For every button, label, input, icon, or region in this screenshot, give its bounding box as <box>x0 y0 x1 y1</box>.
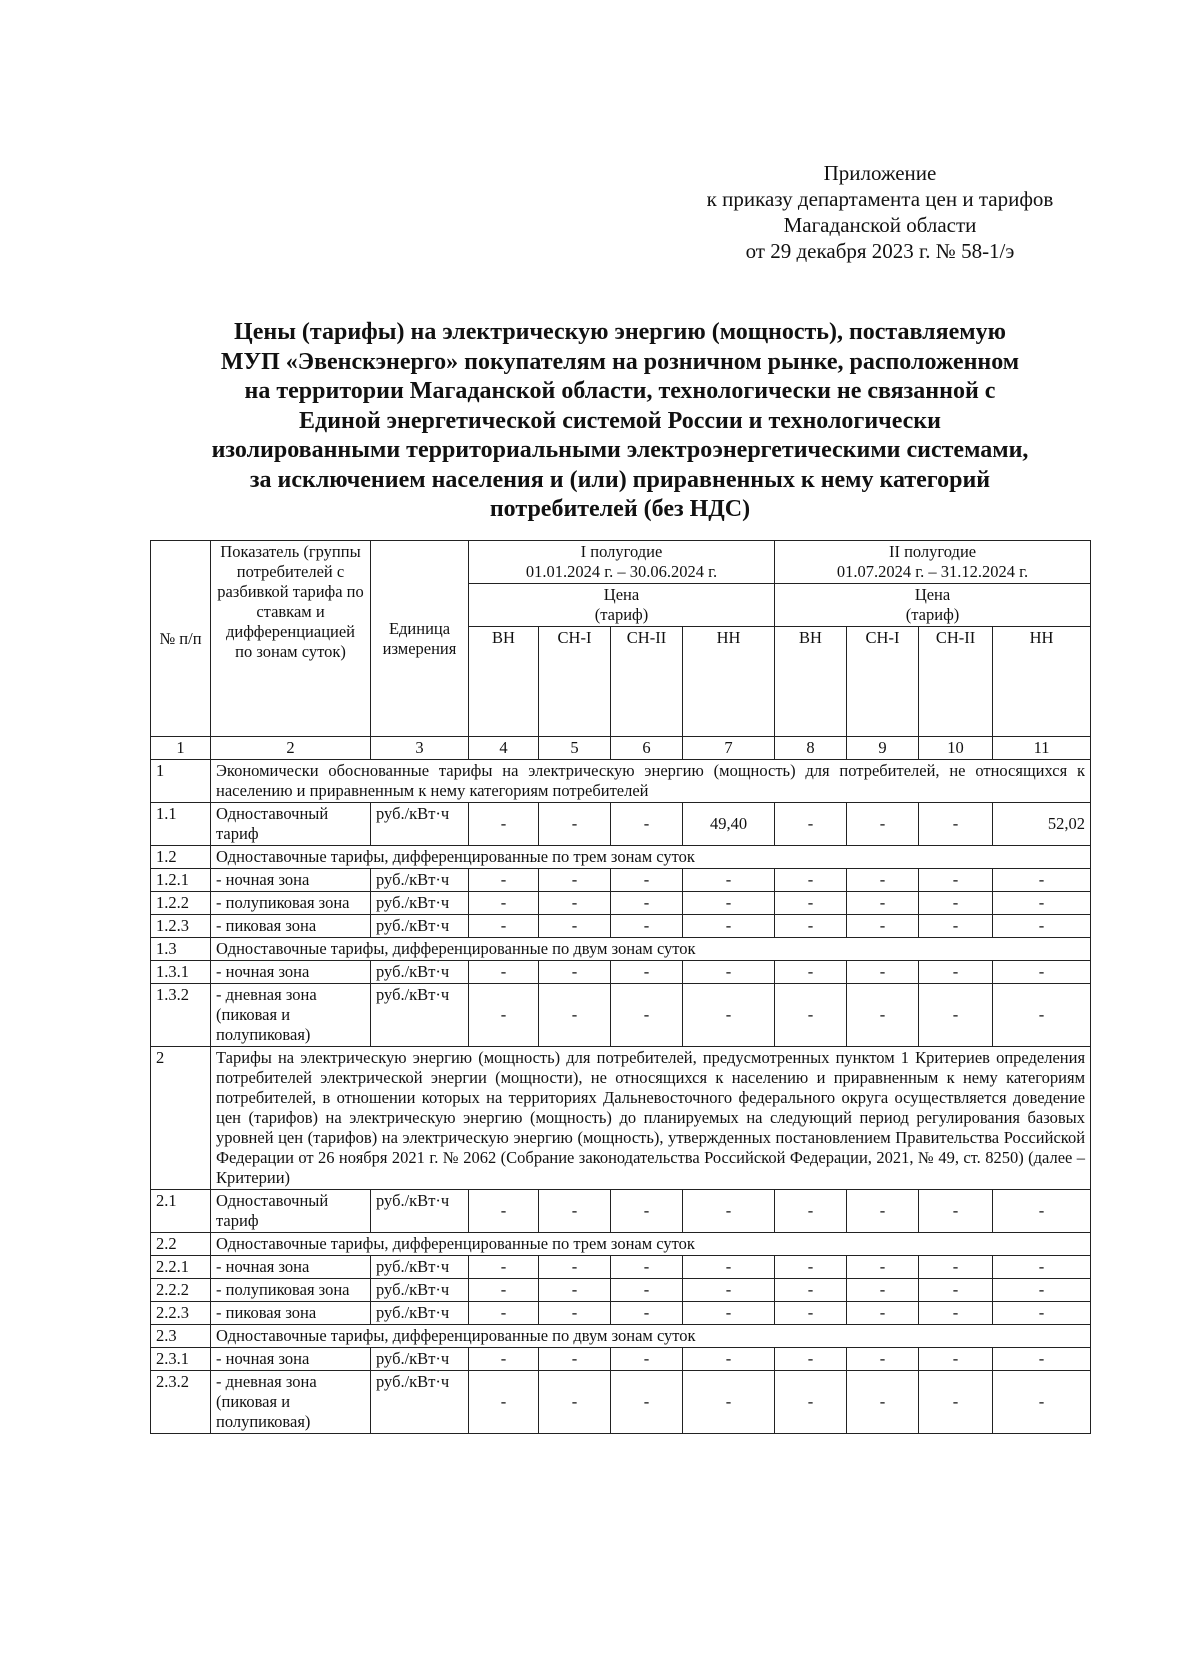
tariff-value: - <box>683 1348 775 1371</box>
title-line: Цены (тарифы) на электрическую энергию (мощность), поставляемую <box>234 319 1006 345</box>
header-price-2 <box>775 584 1091 627</box>
title-line: на территории Магаданской области, технологически не связанной с <box>244 378 996 404</box>
row-unit: руб./кВт·ч <box>371 984 469 1047</box>
header-indicator: Показатель (группы потребителей с разбивкой тарифа по ставкам и дифференциацией по зонам суток) <box>211 541 371 737</box>
section-row <box>151 1233 1091 1256</box>
tariff-value: - <box>919 1256 993 1279</box>
tariff-value: - <box>469 869 539 892</box>
tariff-value: - <box>919 892 993 915</box>
table-row <box>151 1302 1091 1325</box>
section-row <box>151 846 1091 869</box>
table-row <box>151 1371 1091 1434</box>
tariff-value: - <box>539 1256 611 1279</box>
title-line: изолированными территориальными электроэнергетическими системами, <box>211 437 1029 463</box>
section-title: Тарифы на электрическую энергию (мощность) для потребителей, предусмотренных пунктом 1 Критериев определения потребителей электрической энергии (мощности), не относящихся к населению и приравненным к нему категориям потребителей, в отношении которых на территориях Дальневосточного федерального округа осуществляется доведение цен (тарифов) на электрическую энергию (мощность) до планируемых на следующий период регулирования базовых уровней цен (тарифов) на электрическую энергию (мощность), утвержденных постановлением Правительства Российской Федерации от 26 ноября 2021 г. № 2062 (Собрание законодательства Российской Федерации, 2021, № 49, ст. 8250) (далее – Критерии) <box>211 1047 1091 1190</box>
row-indicator: - ночная зона <box>211 1348 371 1371</box>
column-number: 6 <box>611 737 683 760</box>
row-unit: руб./кВт·ч <box>371 961 469 984</box>
appendix-line: к приказу департамента цен и тарифов <box>706 187 1054 211</box>
tariff-value: - <box>775 961 847 984</box>
row-num: 1.1 <box>151 803 211 846</box>
row-indicator: - дневная зона (пиковая и полупиковая) <box>211 984 371 1047</box>
tariff-value: - <box>683 1302 775 1325</box>
tariff-value: - <box>539 1348 611 1371</box>
tariff-value: - <box>611 1348 683 1371</box>
column-number: 4 <box>469 737 539 760</box>
tariff-value: - <box>539 915 611 938</box>
column-number: 8 <box>775 737 847 760</box>
tariff-value: - <box>919 915 993 938</box>
tariff-value: - <box>993 961 1091 984</box>
tariff-value: - <box>539 1190 611 1233</box>
row-unit: руб./кВт·ч <box>371 1302 469 1325</box>
row-unit: руб./кВт·ч <box>371 915 469 938</box>
row-unit: руб./кВт·ч <box>371 1348 469 1371</box>
tariff-value: - <box>683 1190 775 1233</box>
row-indicator: - дневная зона (пиковая и полупиковая) <box>211 1371 371 1434</box>
tariff-value: - <box>775 892 847 915</box>
half2-period: 01.07.2024 г. – 31.12.2024 г. <box>836 562 1029 581</box>
section-num: 1.3 <box>151 938 211 961</box>
table-row <box>151 869 1091 892</box>
column-number: 10 <box>919 737 993 760</box>
tariff-value: - <box>683 961 775 984</box>
tariff-value: - <box>683 869 775 892</box>
section-num: 1 <box>151 760 211 803</box>
tariff-value: - <box>775 1256 847 1279</box>
title-line: МУП «Эвенскэнерго» покупателям на розничном рынке, расположенном <box>220 348 1020 375</box>
tariff-value: - <box>611 1256 683 1279</box>
tariff-value: - <box>539 892 611 915</box>
row-num: 1.2.3 <box>151 915 211 938</box>
tariff-value: - <box>993 1279 1091 1302</box>
column-number: 7 <box>683 737 775 760</box>
tariff-value: - <box>611 1190 683 1233</box>
header-half2 <box>775 541 1091 584</box>
price-label: Цена <box>914 585 951 604</box>
table-row <box>151 1190 1091 1233</box>
tariff-value: - <box>775 915 847 938</box>
tariff-value: - <box>993 915 1091 938</box>
row-indicator: - ночная зона <box>211 1256 371 1279</box>
tariff-value: - <box>847 1371 919 1434</box>
section-title: Одноставочные тарифы, дифференцированные по двум зонам суток <box>211 1325 1091 1348</box>
section-title: Одноставочные тарифы, дифференцированные по трем зонам суток <box>211 1233 1091 1256</box>
tariff-value: - <box>469 892 539 915</box>
tariff-value: - <box>683 915 775 938</box>
tariff-value: - <box>775 1348 847 1371</box>
row-num: 2.2.3 <box>151 1302 211 1325</box>
section-num: 1.2 <box>151 846 211 869</box>
table-row <box>151 1279 1091 1302</box>
tariff-value: - <box>683 1256 775 1279</box>
tariff-value: 49,40 <box>683 803 775 846</box>
tariff-value: - <box>919 1302 993 1325</box>
tariff-table <box>150 540 1091 1434</box>
column-number: 3 <box>371 737 469 760</box>
tariff-value: - <box>775 803 847 846</box>
row-num: 2.2.2 <box>151 1279 211 1302</box>
row-indicator: - ночная зона <box>211 869 371 892</box>
column-number: 11 <box>993 737 1091 760</box>
row-num: 1.3.2 <box>151 984 211 1047</box>
document-title <box>140 318 1100 525</box>
tariff-value: - <box>847 1279 919 1302</box>
tariff-value: - <box>611 1371 683 1434</box>
row-unit: руб./кВт·ч <box>371 803 469 846</box>
tariff-value: - <box>539 1302 611 1325</box>
tariff-value: - <box>993 869 1091 892</box>
section-title: Одноставочные тарифы, дифференцированные по трем зонам суток <box>211 846 1091 869</box>
row-unit: руб./кВт·ч <box>371 1256 469 1279</box>
tariff-value: - <box>469 1348 539 1371</box>
section-title: Экономически обоснованные тарифы на электрическую энергию (мощность) для потребителей, не относящихся к населению и приравненным к нему категориям потребителей <box>211 760 1091 803</box>
row-indicator: Одноставочный тариф <box>211 1190 371 1233</box>
tariff-value: - <box>469 1371 539 1434</box>
tariff-value: - <box>993 1348 1091 1371</box>
row-num: 2.2.1 <box>151 1256 211 1279</box>
header-unit: Единица измерения <box>371 541 469 737</box>
tariff-value: - <box>993 1190 1091 1233</box>
column-numbers-row <box>151 737 1091 760</box>
header-level: СН-II <box>611 627 683 737</box>
tariff-value: - <box>469 1279 539 1302</box>
tariff-value: - <box>847 892 919 915</box>
tariff-value: - <box>539 1279 611 1302</box>
header-level: ВН <box>775 627 847 737</box>
header-price-1 <box>469 584 775 627</box>
tariff-value: - <box>775 1371 847 1434</box>
section-num: 2.3 <box>151 1325 211 1348</box>
tariff-value: - <box>847 915 919 938</box>
row-indicator: - пиковая зона <box>211 915 371 938</box>
tariff-value: - <box>775 1279 847 1302</box>
section-row <box>151 1325 1091 1348</box>
tariff-value: - <box>919 1348 993 1371</box>
tariff-value: - <box>611 1279 683 1302</box>
row-num: 1.3.1 <box>151 961 211 984</box>
tariff-value: - <box>775 1302 847 1325</box>
tariff-value: - <box>469 803 539 846</box>
title-line: потребителей (без НДС) <box>489 496 751 522</box>
tariff-value: - <box>919 1190 993 1233</box>
tariff-value: - <box>683 1371 775 1434</box>
tariff-value: - <box>683 1279 775 1302</box>
tariff-value: - <box>539 803 611 846</box>
tariff-value: - <box>993 1302 1091 1325</box>
tariff-value: - <box>919 803 993 846</box>
row-num: 2.1 <box>151 1190 211 1233</box>
tariff-value: - <box>847 869 919 892</box>
section-title: Одноставочные тарифы, дифференцированные по двум зонам суток <box>211 938 1091 961</box>
price-sublabel: (тариф) <box>594 605 649 624</box>
tariff-value: - <box>469 984 539 1047</box>
half1-label: I полугодие <box>580 542 663 561</box>
row-indicator: Одноставочный тариф <box>211 803 371 846</box>
section-num: 2.2 <box>151 1233 211 1256</box>
tariff-value: - <box>993 1371 1091 1434</box>
header-level: ВН <box>469 627 539 737</box>
tariff-value: - <box>919 1371 993 1434</box>
tariff-value: - <box>847 1348 919 1371</box>
row-num: 1.2.1 <box>151 869 211 892</box>
column-number: 5 <box>539 737 611 760</box>
tariff-value: - <box>919 869 993 892</box>
row-num: 2.3.2 <box>151 1371 211 1434</box>
tariff-value: 52,02 <box>993 803 1091 846</box>
tariff-value: - <box>919 1279 993 1302</box>
header-level: НН <box>993 627 1091 737</box>
table-row <box>151 1256 1091 1279</box>
section-row <box>151 938 1091 961</box>
tariff-value: - <box>469 1190 539 1233</box>
header-level: НН <box>683 627 775 737</box>
half2-label: II полугодие <box>888 542 977 561</box>
tariff-value: - <box>469 1302 539 1325</box>
appendix-line: Магаданской области <box>783 213 977 237</box>
title-line: Единой энергетической системой России и технологически <box>299 407 941 434</box>
tariff-value: - <box>847 803 919 846</box>
title-line: за исключением населения и (или) приравненных к нему категорий <box>249 466 991 493</box>
tariff-value: - <box>683 984 775 1047</box>
table-row <box>151 892 1091 915</box>
row-num: 1.2.2 <box>151 892 211 915</box>
tariff-value: - <box>539 869 611 892</box>
tariff-value: - <box>847 961 919 984</box>
tariff-table-body <box>151 760 1091 1434</box>
column-number: 1 <box>151 737 211 760</box>
tariff-value: - <box>775 869 847 892</box>
tariff-value: - <box>611 915 683 938</box>
section-row <box>151 760 1091 803</box>
row-unit: руб./кВт·ч <box>371 1190 469 1233</box>
section-row <box>151 1047 1091 1190</box>
tariff-value: - <box>539 961 611 984</box>
tariff-value: - <box>683 892 775 915</box>
tariff-value: - <box>919 961 993 984</box>
row-indicator: - полупиковая зона <box>211 1279 371 1302</box>
tariff-value: - <box>469 1256 539 1279</box>
row-num: 2.3.1 <box>151 1348 211 1371</box>
row-indicator: - ночная зона <box>211 961 371 984</box>
tariff-value: - <box>919 984 993 1047</box>
appendix-line: от 29 декабря 2023 г. № 58-1/э <box>745 239 1015 263</box>
column-number: 9 <box>847 737 919 760</box>
price-sublabel: (тариф) <box>905 605 960 624</box>
row-indicator: - пиковая зона <box>211 1302 371 1325</box>
tariff-value: - <box>611 961 683 984</box>
header-level: СН-II <box>919 627 993 737</box>
row-unit: руб./кВт·ч <box>371 869 469 892</box>
table-row <box>151 1348 1091 1371</box>
row-unit: руб./кВт·ч <box>371 892 469 915</box>
row-indicator: - полупиковая зона <box>211 892 371 915</box>
table-row <box>151 984 1091 1047</box>
tariff-value: - <box>993 1256 1091 1279</box>
tariff-value: - <box>539 984 611 1047</box>
header-num: № п/п <box>151 541 211 737</box>
tariff-value: - <box>611 869 683 892</box>
tariff-value: - <box>469 915 539 938</box>
tariff-value: - <box>539 1371 611 1434</box>
tariff-value: - <box>993 892 1091 915</box>
appendix-block <box>660 160 1100 264</box>
section-num: 2 <box>151 1047 211 1190</box>
half1-period: 01.01.2024 г. – 30.06.2024 г. <box>525 562 718 581</box>
tariff-value: - <box>993 984 1091 1047</box>
header-half1 <box>469 541 775 584</box>
table-row <box>151 915 1091 938</box>
tariff-value: - <box>847 984 919 1047</box>
row-unit: руб./кВт·ч <box>371 1371 469 1434</box>
column-number: 2 <box>211 737 371 760</box>
price-label: Цена <box>603 585 640 604</box>
tariff-value: - <box>611 1302 683 1325</box>
table-row <box>151 803 1091 846</box>
tariff-value: - <box>847 1256 919 1279</box>
table-row <box>151 961 1091 984</box>
tariff-value: - <box>775 984 847 1047</box>
header-level: СН-I <box>847 627 919 737</box>
tariff-value: - <box>611 803 683 846</box>
header-level: СН-I <box>539 627 611 737</box>
tariff-value: - <box>469 961 539 984</box>
tariff-value: - <box>775 1190 847 1233</box>
tariff-value: - <box>611 984 683 1047</box>
tariff-value: - <box>847 1302 919 1325</box>
row-unit: руб./кВт·ч <box>371 1279 469 1302</box>
tariff-value: - <box>611 892 683 915</box>
appendix-line: Приложение <box>823 161 937 185</box>
tariff-value: - <box>847 1190 919 1233</box>
